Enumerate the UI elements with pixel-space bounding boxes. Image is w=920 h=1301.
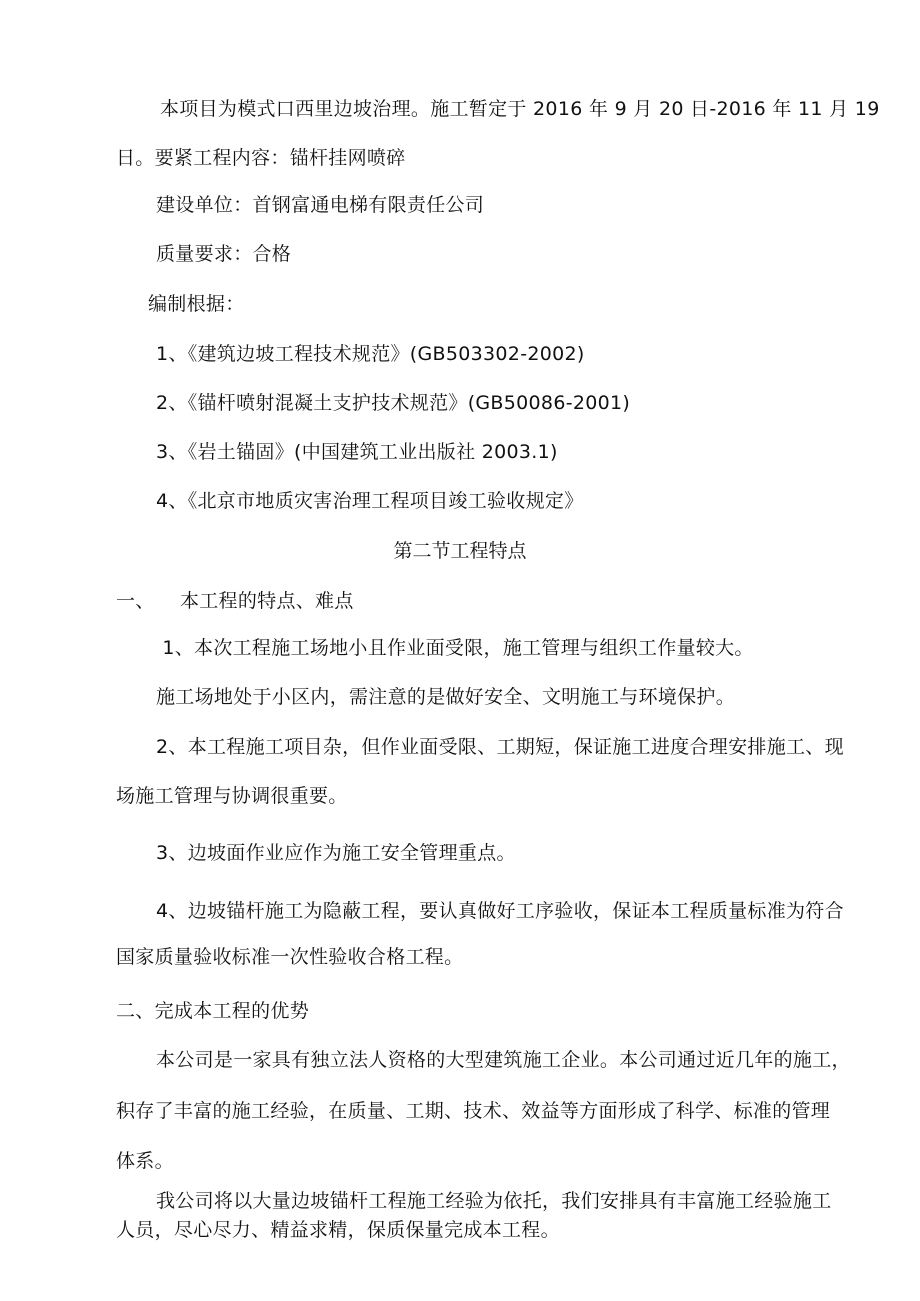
basis-heading: 编制根据：: [148, 293, 245, 315]
advantage-p2-line-1: 我公司将以大量边坡锚杆工程施工经验为依托，我们安排具有丰富施工经验施工: [156, 1190, 832, 1212]
feature-4-line-1: 4、边坡锚杆施工为隐蔽工程，要认真做好工序验收，保证本工程质量标准为符合: [156, 900, 844, 922]
feature-1-cont: 施工场地处于小区内，需注意的是做好安全、文明施工与环境保护。: [156, 686, 736, 708]
advantage-p1-line-3: 体系。: [116, 1150, 174, 1172]
advantage-p2-line-2: 人员，尽心尽力、精益求精，保质保量完成本工程。: [116, 1219, 560, 1241]
feature-1: 1、本次工程施工场地小且作业面受限，施工管理与组织工作量较大。: [156, 637, 754, 659]
section-title: 第二节工程特点: [393, 540, 527, 562]
intro-line-2: 日。要紧工程内容：锚杆挂网喷碎: [116, 147, 406, 169]
quality-line: 质量要求：合格: [156, 243, 292, 265]
feature-2-line-2: 场施工管理与协调很重要。: [116, 785, 348, 807]
advantage-p1-line-2: 积存了丰富的施工经验，在质量、工期、技术、效益等方面形成了科学、标准的管理: [116, 1100, 831, 1122]
basis-item-1: 1、《建筑边坡工程技术规范》(GB503302-2002): [156, 343, 585, 365]
basis-item-2: 2、《锚杆喷射混凝土支护技术规范》(GB50086-2001): [156, 392, 631, 414]
feature-3: 3、边坡面作业应作为施工安全管理重点。: [156, 842, 516, 864]
feature-2-line-1: 2、本工程施工项目杂，但作业面受限、工期短，保证施工进度合理安排施工、现: [156, 736, 844, 758]
feature-4-line-2: 国家质量验收标准一次性验收合格工程。: [116, 946, 464, 968]
intro-line-1: 本项目为模式口西里边坡治理。施工暂定于 2016 年 9 月 20 日-2016 年 11 月 19: [160, 98, 880, 120]
advantage-p1-line-1: 本公司是一家具有独立法人资格的大型建筑施工企业。本公司通过近几年的施工，: [156, 1049, 851, 1071]
advantages-heading: 二、完成本工程的优势: [116, 1000, 310, 1022]
basis-item-3: 3、《岩土锚固》(中国建筑工业出版社 2003.1): [156, 441, 558, 463]
builder-line: 建设单位：首钢富通电梯有限责任公司: [156, 194, 485, 216]
basis-item-4: 4、《北京市地质灾害治理工程项目竣工验收规定》: [156, 490, 584, 512]
features-heading: 一、 本工程的特点、难点: [116, 590, 354, 612]
